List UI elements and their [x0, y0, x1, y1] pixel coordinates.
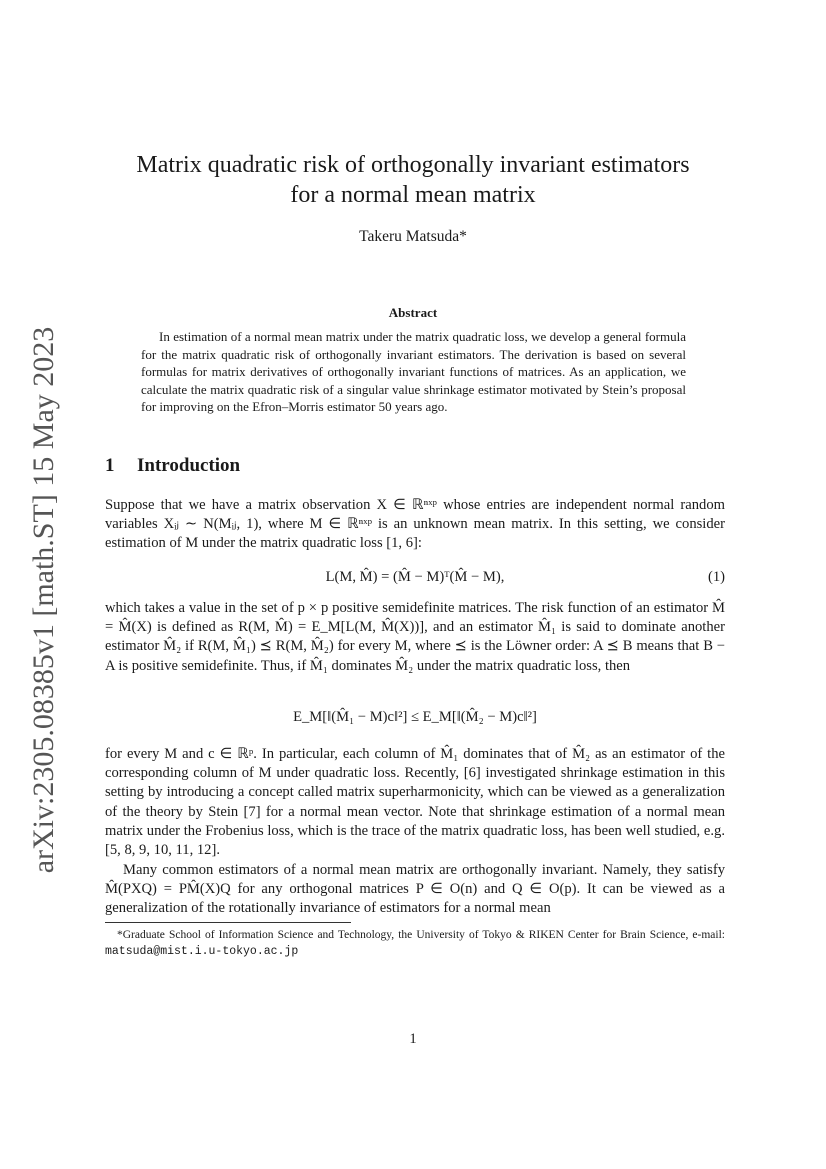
abstract-heading: Abstract — [388, 305, 438, 320]
section-title: Introduction — [137, 455, 241, 476]
paragraph-1: Suppose that we have a matrix observation X ∈ ℝⁿˣᵖ whose entries are independent normal random variables Xᵢⱼ ∼ N(Mᵢⱼ, 1), where M ∈ ℝⁿˣᵖ is an unknown mean matrix. In this setting, we consider estimation of M under the matrix quadratic loss [1, 6]: — [105, 497, 725, 552]
footnote-email[interactable]: matsuda@mist.i.u-tokyo.ac.jp — [105, 945, 299, 958]
abstract-text: In estimation of a normal mean matrix under the matrix quadratic loss, we develop a general formula for the matrix quadratic risk of orthogonally invariant estimators. The derivation is based on several formulas for matrix derivatives of orthogonally invariant functions of matrices. As an application, we calculate the matrix quadratic risk of a singular value shrinkage estimator motivated by Stein’s proposal for improving on the Efron–Morris estimator 50 years ago. — [141, 329, 686, 414]
footnote — [105, 927, 725, 960]
arxiv-stamp-text: arXiv:2305.08385v1 [math.ST] 15 May 2023 — [27, 326, 60, 874]
arxiv-stamp — [14, 300, 74, 900]
paragraph-4: Many common estimators of a normal mean matrix are orthogonally invariant. Namely, they satisfy M̂(PXQ) = PM̂(X)Q for any orthogonal matrices P ∈ O(n) and Q ∈ O(p). It can be viewed as a generalization of the rotationally invariance of estimators for a normal mean — [105, 862, 725, 917]
section-heading — [105, 455, 240, 477]
equation-1-number: (1) — [707, 569, 725, 585]
paragraph-2: which takes a value in the set of p × p positive semidefinite matrices. The risk function of an estimator M̂ = M̂(X) is defined as R(M, M̂) = E_M[L(M, M̂(X))], and an estimator M̂₁ is said to dominate another estimator M̂₂ if R(M, M̂₁) ⪯ R(M, M̂₂) for every M, where ⪯ is the Löwner order: A ⪯ B means that B − A is positive semidefinite. Thus, if M̂₁ dominates M̂₂ under the matrix quadratic loss, then — [105, 600, 725, 674]
paper-title — [0, 150, 826, 210]
footnote-rule — [105, 922, 351, 923]
equation-2: E_M[‖(M̂₁ − M)c‖²] ≤ E_M[‖(M̂₂ − M)c‖²] — [293, 709, 537, 725]
paragraph-3: for every M and c ∈ ℝᵖ. In particular, each column of M̂₁ dominates that of M̂₂ as an estimator of the corresponding column of M under quadratic loss. Recently, [6] investigated shrinkage estimation in this setting by introducing a concept called matrix superharmonicity, which can be viewed as a generalization of the theory by Stein [7] for a normal mean vector. Note that shrinkage estimation of a normal mean matrix under the Frobenius loss, which is the trace of the matrix quadratic loss, has been well studied, e.g. [5, 8, 9, 10, 11, 12]. — [105, 746, 725, 859]
author: Takeru Matsuda* — [359, 228, 467, 245]
title-line-1: Matrix quadratic risk of orthogonally invariant estimators — [136, 152, 690, 178]
page-number: 1 — [409, 1031, 417, 1047]
footnote-text: *Graduate School of Information Science and Technology, the University of Tokyo & RIKEN Center for Brain Science, e-mail: — [117, 929, 725, 941]
title-line-2: for a normal mean matrix — [290, 182, 536, 208]
equation-1: L(M, M̂) = (M̂ − M)ᵀ(M̂ − M), — [325, 569, 505, 585]
section-number: 1 — [105, 455, 115, 476]
